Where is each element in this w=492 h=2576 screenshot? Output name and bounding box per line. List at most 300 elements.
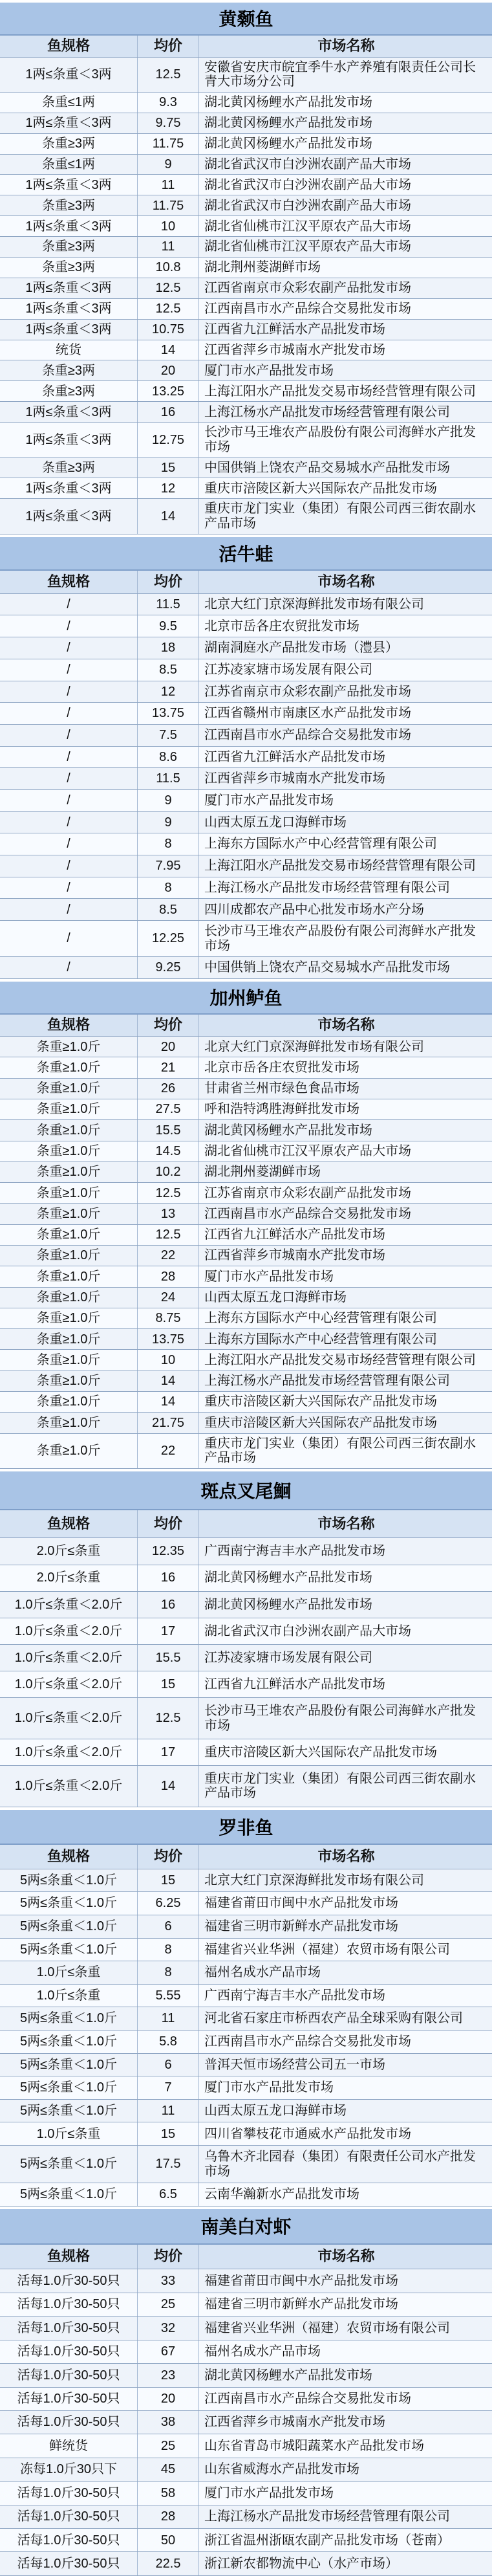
table-row [0,1079,492,1099]
price-cell: 12.5 [138,1225,199,1245]
price-cell: 10.8 [138,258,199,278]
spec-cell: 条重≥1.0斤 [0,1434,138,1469]
price-cell: 15 [138,1671,199,1697]
spec-cell: 条重≥1.0斤 [0,1079,138,1099]
price-cell: 12.75 [138,423,199,457]
table-row [0,1288,492,1308]
spec-cell: 活每1.0斤30-50只 [0,2388,138,2410]
market-cell: 福建省兴业华洲（福建）农贸市场有限公司 [204,1942,450,1957]
species-section [0,534,492,979]
spec-cell: 1.0斤≤条重＜2.0斤 [0,1698,138,1739]
spec-cell: 条重≥1.0斤 [0,1329,138,1349]
spec-cell: 1.0斤≤条重＜2.0斤 [0,1618,138,1644]
price-cell: 13 [138,1204,199,1224]
price-cell: 25 [138,2293,199,2316]
table-row [0,1350,492,1371]
spec-cell: / [0,637,138,659]
spec-cell: 5两≤条重＜1.0斤 [0,1892,138,1915]
spec-cell: 1两≤条重＜3两 [0,299,138,319]
market-cell: 浙江新农都物流中心（水产市场） [204,2556,398,2571]
market-cell: 重庆市涪陵区新大兴国际农产品批发市场 [204,1394,437,1409]
market-cell: 安徽省安庆市皖宜季牛水产养殖有限责任公司长青大市场分公司 [204,60,476,89]
spec-cell: 活每1.0斤30-50只 [0,2529,138,2551]
market-cell: 湖北黄冈杨鲤水产品批发市场 [204,1123,372,1138]
table-row [0,278,492,299]
price-cell: 33 [138,2269,199,2292]
market-cell: 江西省萍乡市城南水产批发市场 [204,342,385,357]
spec-cell: 条重≤1两 [0,155,138,175]
market-cell: 厦门市水产品批发市场 [204,363,334,378]
table-row [0,1141,492,1162]
price-cell: 8.5 [138,899,199,920]
market-cell: 江西南昌市水产品综合交易批发市场 [204,2034,411,2049]
market-cell: 湖北省武汉市白沙洲农副产品大市场 [204,157,411,171]
header-market: 市场名称 [317,37,375,54]
market-cell: 上海东方国际水产中心经营管理有限公司 [204,837,437,852]
price-cell: 9 [138,790,199,811]
table-row [0,2482,492,2505]
spec-cell: 1两≤条重＜3两 [0,402,138,422]
price-cell: 5.8 [138,2031,199,2053]
table-row [0,1538,492,1565]
table-row [0,1985,492,2008]
market-cell: 厦门市水产品批发市场 [204,793,334,808]
spec-cell: 条重≥1.0斤 [0,1371,138,1391]
table-row [0,594,492,616]
market-cell: 福建省兴业华洲（福建）农贸市场有限公司 [204,2320,450,2335]
price-cell: 16 [138,1592,199,1618]
table-row [0,2411,492,2434]
price-cell: 12.5 [138,1698,199,1739]
market-cell: 湖北黄冈杨鲤水产品批发市场 [204,136,372,151]
price-cell: 32 [138,2317,199,2339]
spec-cell: 活每1.0斤30-50只 [0,2293,138,2316]
market-cell: 江西省赣州市南康区水产品批发市场 [204,706,411,721]
spec-cell: 条重≥1.0斤 [0,1308,138,1328]
table-row [0,1766,492,1807]
table-row [0,2552,492,2575]
market-cell: 湖北黄冈杨鲤水产品批发市场 [204,1570,372,1585]
table-row [0,478,492,499]
spec-cell: 条重≥3两 [0,237,138,257]
price-cell: 16 [138,402,199,422]
price-cell: 8 [138,833,199,855]
table-row [0,2293,492,2317]
spec-cell: 条重≥1.0斤 [0,1099,138,1119]
spec-cell: 5两≤条重＜1.0斤 [0,2183,138,2206]
spec-cell: 活每1.0斤30-50只 [0,2411,138,2434]
market-cell: 北京市岳各庄农贸批发市场 [204,619,359,633]
price-cell: 13.75 [138,703,199,724]
spec-cell: 1.0斤≤条重＜2.0斤 [0,1739,138,1765]
market-cell: 江西省九江鲜活水产品批发市场 [204,1677,385,1692]
market-cell: 江西省萍乡市城南水产批发市场 [204,1248,385,1263]
spec-cell: 条重≥1.0斤 [0,1162,138,1182]
price-cell: 17 [138,1739,199,1765]
spec-cell: / [0,921,138,956]
table-row [0,93,492,113]
table-row [0,2007,492,2031]
spec-cell: 5两≤条重＜1.0斤 [0,2100,138,2122]
table-row [0,790,492,812]
spec-cell: 条重≥3两 [0,258,138,278]
spec-cell: 活每1.0斤30-50只 [0,2340,138,2363]
price-cell: 11.75 [138,134,199,154]
market-cell: 上海江阳水产品批发交易市场经营管理有限公司 [204,384,476,399]
market-cell: 中国供销上饶农产品交易城水产品批发市场 [204,460,450,475]
spec-cell: / [0,833,138,855]
price-cell: 12.5 [138,278,199,298]
spec-cell: 1.0斤≤条重 [0,1961,138,1984]
market-cell: 重庆市涪陵区新大兴国际农产品批发市场 [204,481,437,496]
market-cell: 呼和浩特鸿胜海鲜批发市场 [204,1102,359,1117]
spec-cell: 1两≤条重＜3两 [0,113,138,133]
market-cell: 湖北黄冈杨鲤水产品批发市场 [204,2368,372,2383]
market-cell: 江苏省南京市众彩农副产品批发市场 [204,1185,411,1200]
price-cell: 8.6 [138,747,199,768]
table-row [0,320,492,340]
price-cell: 11.75 [138,195,199,215]
spec-cell: 1.0斤≤条重＜2.0斤 [0,1592,138,1618]
species-section [0,1807,492,2207]
market-cell: 云南华瀚新水产品批发市场 [204,2187,359,2202]
header-market: 市场名称 [317,2248,375,2265]
market-cell: 福建省莆田市闽中水产品批发市场 [204,1896,398,1911]
section-title: 活牛蛙 [0,534,492,571]
header-spec: 鱼规格 [0,1015,138,1037]
spec-cell: 鲜统货 [0,2434,138,2457]
header-price: 均价 [138,2245,199,2269]
price-cell: 5.55 [138,1985,199,2007]
price-cell: 7.5 [138,725,199,746]
table-row [0,113,492,134]
table-row [0,2364,492,2387]
price-cell: 15 [138,2122,199,2145]
market-cell: 福建省三明市新鲜水产品批发市场 [204,1919,398,1934]
price-cell: 6.25 [138,1892,199,1915]
price-cell: 9.75 [138,113,199,133]
spec-cell: / [0,681,138,703]
table-row [0,1057,492,1078]
market-cell: 重庆市龙门实业（集团）有限公司西三街农副水产品市场 [204,501,476,531]
spec-cell: / [0,790,138,811]
spec-cell: 1两≤条重＜3两 [0,58,138,92]
price-cell: 25 [138,2434,199,2457]
market-cell: 四川成都农产品中心批发市场水产分场 [204,902,424,917]
market-cell: 江西南昌市水产品综合交易批发市场 [204,2392,411,2406]
section-title: 罗非鱼 [0,1807,492,1845]
spec-cell: 5两≤条重＜1.0斤 [0,2031,138,2053]
spec-cell: 1两≤条重＜3两 [0,216,138,236]
price-cell: 12 [138,478,199,498]
spec-cell: 条重≥3两 [0,195,138,215]
spec-cell: 条重≥1.0斤 [0,1141,138,1161]
table-row [0,812,492,834]
table-row [0,1183,492,1204]
spec-cell: 条重≥3两 [0,381,138,401]
market-cell: 福州名成水产品市场 [204,2344,321,2359]
table-row [0,237,492,258]
price-cell: 17 [138,1618,199,1644]
market-cell: 江苏凌家塘市场发展有限公司 [204,662,372,677]
table-row [0,1618,492,1645]
spec-cell: 5两≤条重＜1.0斤 [0,2146,138,2183]
spec-cell: / [0,725,138,746]
price-cell: 22.5 [138,2552,199,2575]
price-cell: 22 [138,1434,199,1469]
table-row [0,747,492,769]
table-row [0,134,492,155]
price-cell: 12.5 [138,1183,199,1203]
spec-cell: / [0,855,138,877]
table-row [0,258,492,278]
market-cell: 江西南昌市水产品综合交易批发市场 [204,728,411,743]
table-row [0,833,492,855]
table-header-row [0,2245,492,2270]
table-row [0,921,492,957]
spec-cell: 1.0斤≤条重 [0,1985,138,2007]
section-title: 加州鲈鱼 [0,979,492,1015]
table-row [0,175,492,195]
price-cell: 14 [138,1371,199,1391]
market-cell: 甘肃省兰州市绿色食品市场 [204,1081,359,1096]
price-cell: 14 [138,340,199,360]
price-cell: 20 [138,1037,199,1057]
table-row [0,499,492,534]
table-row [0,1565,492,1592]
market-cell: 上海东方国际水产中心经营管理有限公司 [204,1311,437,1326]
table-row [0,1308,492,1329]
spec-cell: / [0,703,138,724]
table-row [0,2388,492,2411]
header-market: 市场名称 [317,1017,375,1033]
market-cell: 上海江杨水产品批发市场经营管理有限公司 [204,2509,450,2524]
spec-cell: / [0,768,138,789]
price-cell: 28 [138,1266,199,1286]
price-cell: 22 [138,1246,199,1266]
spec-cell: / [0,877,138,899]
header-price: 均价 [138,1845,199,1869]
spec-cell: 条重≥1.0斤 [0,1120,138,1140]
price-cell: 9.5 [138,615,199,637]
table-row [0,1939,492,1962]
table-row [0,703,492,725]
spec-cell: 5两≤条重＜1.0斤 [0,2054,138,2076]
price-cell: 11.5 [138,768,199,789]
table-row [0,1592,492,1618]
table-row [0,2146,492,2183]
price-cell: 10.2 [138,1162,199,1182]
market-cell: 重庆市龙门实业（集团）有限公司西三街农副水产品市场 [204,1436,476,1466]
table-row [0,1739,492,1766]
market-cell: 上海江阳水产品批发交易市场经营管理有限公司 [204,859,476,874]
price-cell: 26 [138,1079,199,1099]
price-cell: 9.25 [138,957,199,978]
spec-cell: 1.0斤≤条重＜2.0斤 [0,1645,138,1671]
spec-cell: 条重≥1.0斤 [0,1246,138,1266]
spec-cell: 5两≤条重＜1.0斤 [0,2007,138,2030]
price-cell: 8 [138,877,199,899]
spec-cell: 1.0斤≤条重 [0,2122,138,2145]
market-cell: 普洱天恒市场经营公司五一市场 [204,2057,385,2072]
spec-cell: 1两≤条重＜3两 [0,320,138,340]
table-row [0,899,492,921]
market-cell: 北京大红门京深海鲜批发市场有限公司 [204,1039,424,1054]
market-cell: 湖北荆州菱湖鲜市场 [204,260,321,275]
table-header-row [0,571,492,594]
spec-cell: / [0,615,138,637]
table-row [0,2458,492,2482]
spec-cell: 条重≥3两 [0,360,138,380]
spec-cell: 条重≥1.0斤 [0,1204,138,1224]
price-cell: 7.95 [138,855,199,877]
price-cell: 12.25 [138,921,199,956]
section-title: 黄颡鱼 [0,0,492,36]
header-price: 均价 [138,1510,199,1537]
table-row [0,1413,492,1433]
price-cell: 11 [138,2100,199,2122]
table-row [0,2340,492,2364]
spec-cell: 条重≥1.0斤 [0,1057,138,1077]
table-row [0,877,492,899]
market-cell: 江西省九江鲜活水产品批发市场 [204,749,385,764]
table-row [0,1329,492,1350]
market-cell: 湖北省仙桃市江汉平原农产品大市场 [204,239,411,254]
market-cell: 江苏凌家塘市场发展有限公司 [204,1650,372,1665]
price-cell: 27.5 [138,1099,199,1119]
table-row [0,637,492,659]
table-row [0,768,492,790]
price-cell: 9 [138,812,199,833]
price-cell: 15 [138,1869,199,1892]
price-cell: 7 [138,2076,199,2099]
market-cell: 江西省九江鲜活水产品批发市场 [204,1227,385,1242]
table-row [0,1162,492,1183]
spec-cell: 条重≥1.0斤 [0,1413,138,1433]
price-cell: 12 [138,681,199,703]
header-spec: 鱼规格 [0,1510,138,1537]
spec-cell: 条重≥1.0斤 [0,1392,138,1412]
table-row [0,216,492,237]
table-row [0,855,492,877]
spec-cell: 活每1.0斤30-50只 [0,2364,138,2386]
spec-cell: / [0,594,138,615]
table-header-row [0,1510,492,1538]
market-cell: 北京大红门京深海鲜批发市场有限公司 [204,597,424,611]
price-cell: 13.75 [138,1329,199,1349]
market-cell: 长沙市马王堆农产品股份有限公司海鲜水产批发市场 [204,924,476,953]
spec-cell: 条重≥1.0斤 [0,1037,138,1057]
price-cell: 9 [138,155,199,175]
table-row [0,1266,492,1287]
market-cell: 上海江杨水产品批发市场经营管理有限公司 [204,880,450,895]
market-cell: 上海江阳水产品批发交易市场经营管理有限公司 [204,1352,476,1367]
table-row [0,1246,492,1266]
market-cell: 湖北黄冈杨鲤水产品批发市场 [204,95,372,110]
price-cell: 21.75 [138,1413,199,1433]
price-cell: 12.5 [138,58,199,92]
price-cell: 17.5 [138,2146,199,2183]
price-cell: 11 [138,175,199,195]
table-row [0,957,492,979]
market-cell: 福州名成水产品市场 [204,1965,321,1980]
market-cell: 山东省青岛市城阳蔬菜水产品批发市场 [204,2438,424,2453]
table-row [0,615,492,637]
table-row [0,2317,492,2340]
price-cell: 50 [138,2529,199,2551]
spec-cell: 5两≤条重＜1.0斤 [0,1915,138,1938]
table-row [0,2054,492,2077]
spec-cell: 条重≥1.0斤 [0,1288,138,1308]
price-cell: 8 [138,1961,199,1984]
market-cell: 福建省三明市新鲜水产品批发市场 [204,2297,398,2312]
market-cell: 重庆市涪陵区新大兴国际农产品批发市场 [204,1745,437,1759]
table-row [0,1915,492,1939]
table-row [0,1392,492,1413]
price-cell: 16 [138,1565,199,1591]
table-row [0,2076,492,2100]
species-section [0,2207,492,2576]
table-row [0,1434,492,1470]
price-cell: 11 [138,2007,199,2030]
spec-cell: 5两≤条重＜1.0斤 [0,1939,138,1961]
table-row [0,681,492,703]
table-row [0,1037,492,1057]
price-cell: 8 [138,1939,199,1961]
price-cell: 14 [138,1766,199,1807]
price-cell: 67 [138,2340,199,2363]
spec-cell: 冻每1.0斤30只下 [0,2458,138,2481]
market-cell: 广西南宁海吉丰水产品批发市场 [204,1988,385,2003]
table-row [0,402,492,423]
price-cell: 14.5 [138,1141,199,1161]
market-cell: 河北省石家庄市桥西农产品全球采购有限公司 [204,2011,463,2026]
spec-cell: 条重≥3两 [0,457,138,478]
market-cell: 湖北省武汉市白沙洲农副产品大市场 [204,1624,411,1638]
market-cell: 江西省南京市众彩农副产品批发市场 [204,281,411,296]
spec-cell: / [0,899,138,920]
header-market: 市场名称 [317,1847,375,1864]
spec-cell: 5两≤条重＜1.0斤 [0,2076,138,2099]
spec-cell: 5两≤条重＜1.0斤 [0,1869,138,1892]
table-row [0,1120,492,1141]
market-cell: 江西南昌市水产品综合交易批发市场 [204,1206,411,1221]
market-cell: 厦门市水产品批发市场 [204,2080,334,2095]
table-row [0,2100,492,2123]
species-section [0,979,492,1469]
table-row [0,1204,492,1224]
spec-cell: 1.0斤≤条重＜2.0斤 [0,1766,138,1807]
market-cell: 江西南昌市水产品综合交易批发市场 [204,302,411,316]
table-row [0,381,492,402]
species-section [0,1469,492,1807]
table-row [0,2434,492,2458]
market-cell: 江苏省南京市众彩农副产品批发市场 [204,684,411,699]
spec-cell: / [0,747,138,768]
table-row [0,2529,492,2552]
market-cell: 湖南洞庭水产品批发市场（澧县） [204,641,398,655]
price-cell: 14 [138,1392,199,1412]
price-cell: 13.25 [138,381,199,401]
table-row [0,725,492,747]
price-cell: 58 [138,2482,199,2504]
table-row [0,2505,492,2529]
header-price: 均价 [138,36,199,57]
price-cell: 12.35 [138,1538,199,1564]
market-cell: 湖北省仙桃市江汉平原农产品大市场 [204,219,411,234]
table-row [0,1225,492,1246]
spec-cell: 2.0斤≤条重 [0,1565,138,1591]
